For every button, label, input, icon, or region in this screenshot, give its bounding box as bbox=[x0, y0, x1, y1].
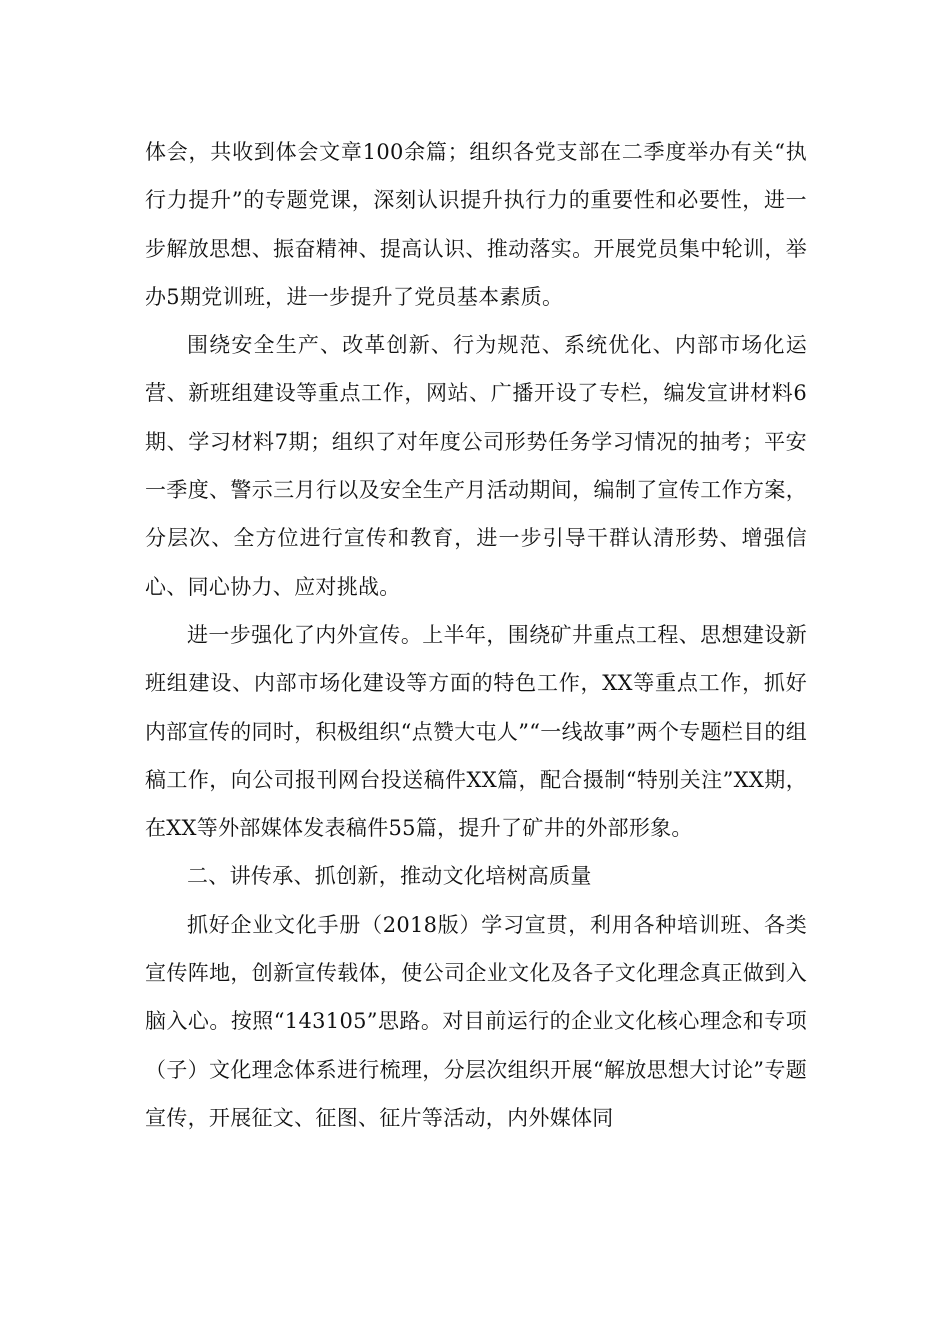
paragraph-continuation: 体会，共收到体会文章100余篇；组织各党支部在二季度举办有关“执行力提升”的专题党课，深刻认识提升执行力的重要性和必要性，进一步解放思想、振奋精神、提高认识、推动落实。开展党员集中轮训，举办5期党训班，进一步提升了党员基本素质。 bbox=[145, 140, 807, 309]
paragraph-internal-external-publicity: 进一步强化了内外宣传。上半年，围绕矿井重点工程、思想建设新班组建设、内部市场化建设等方面的特色工作，XX等重点工作，抓好内部宣传的同时，积极组织“点赞大屯人”“一线故事”两个专题栏目的组稿工作，向公司报刊网台投送稿件XX篇，配合摄制“特别关注”XX期，在XX等外部媒体发表稿件55篇，提升了矿井的外部形象。 bbox=[145, 622, 807, 841]
document-body bbox=[145, 128, 807, 1142]
paragraph-corporate-culture: 抓好企业文化手册（2018版）学习宣贯，利用各种培训班、各类宣传阵地，创新宣传载体，使公司企业文化及各子文化理念真正做到入脑入心。按照“143105”思路。对目前运行的企业文化核心理念和专项（子）文化理念体系进行梳理，分层次组织开展“解放思想大讨论”专题宣传，开展征文、征图、征片等活动，内外媒体同 bbox=[145, 912, 807, 1130]
paragraph-publicity-work: 围绕安全生产、改革创新、行为规范、系统优化、内部市场化运营、新班组建设等重点工作，网站、广播开设了专栏，编发宣讲材料6期、学习材料7期；组织了对年度公司形势任务学习情况的抽考；平安一季度、警示三月行以及安全生产月活动期间，编制了宣传工作方案，分层次、全方位进行宣传和教育，进一步引导干群认清形势、增强信心、同心协力、应对挑战。 bbox=[145, 333, 807, 599]
section-heading: 二、讲传承、抓创新，推动文化培树高质量 bbox=[187, 864, 592, 889]
